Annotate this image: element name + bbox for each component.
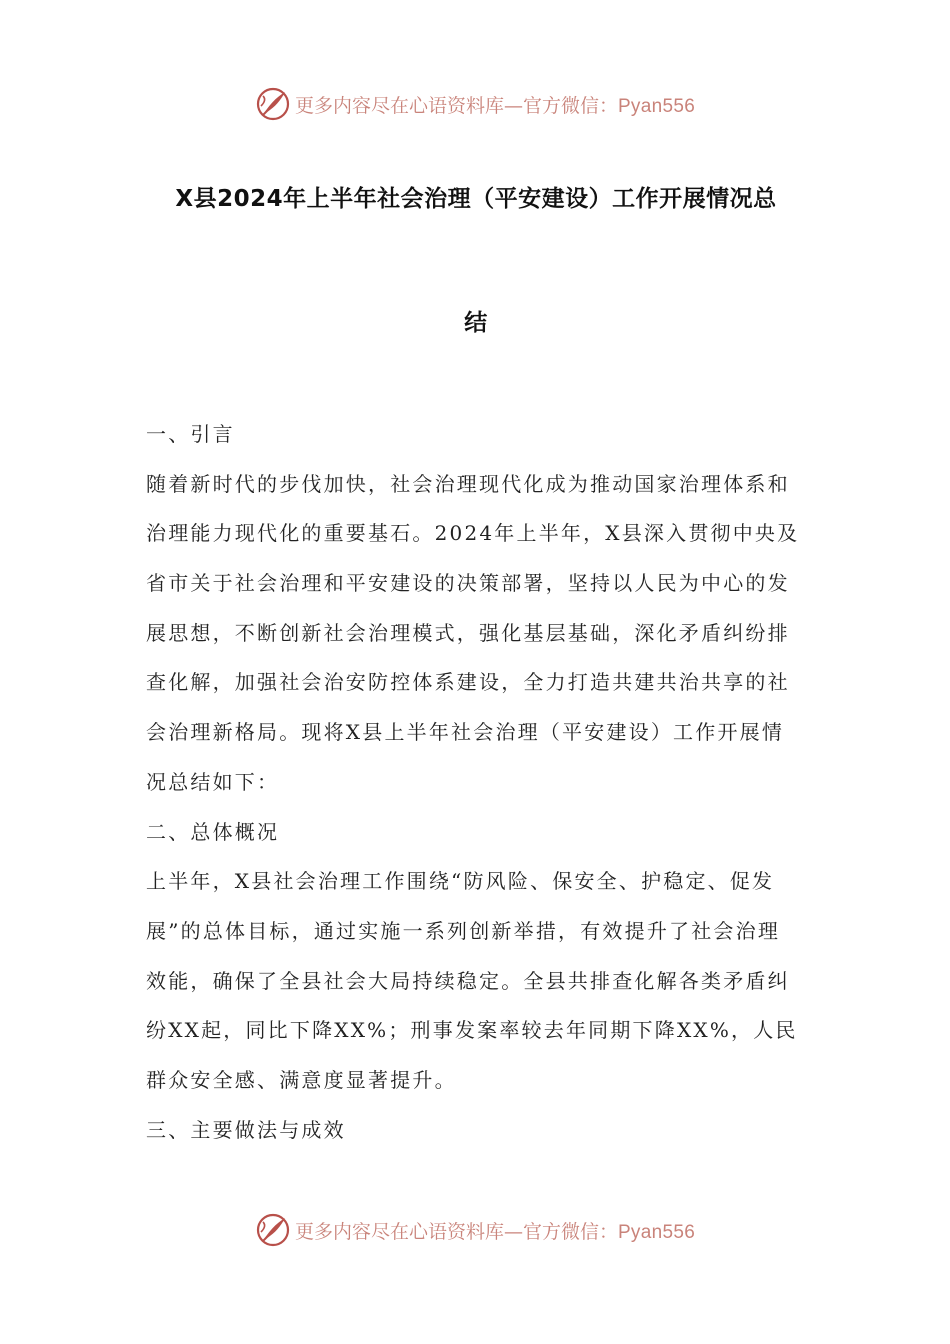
body-text-line: 展”的总体目标，通过实施一系列创新举措，有效提升了社会治理: [146, 918, 781, 943]
body-text-line: 随着新时代的步伐加快，社会治理现代化成为推动国家治理体系和: [146, 471, 790, 496]
body-text-line: 省市关于社会治理和平安建设的决策部署，坚持以人民为中心的发: [146, 571, 790, 596]
document-body: [146, 416, 806, 1161]
watermark-label: 更多内容尽在心语资料库—官方微信：: [294, 1220, 618, 1243]
watermark-label: 更多内容尽在心语资料库—官方微信：: [294, 94, 618, 117]
body-text-line: 会治理新格局。现将X县上半年社会治理（平安建设）工作开展情: [146, 720, 785, 745]
watermark-banner-bottom: [0, 1208, 950, 1252]
watermark-banner-top: [0, 82, 950, 126]
wechat-id: Pyan556: [617, 1221, 696, 1243]
section-heading-overview: 二、总体概况: [146, 819, 280, 844]
body-text-line: 效能，确保了全县社会大局持续稳定。全县共排查化解各类矛盾纠: [146, 968, 790, 993]
section-heading-measures: 三、主要做法与成效: [146, 1117, 346, 1142]
body-text-line: 况总结如下：: [146, 769, 280, 794]
body-text-line: 群众安全感、满意度显著提升。: [146, 1067, 457, 1092]
watermark-text: [295, 1217, 695, 1244]
watermark-text: [295, 91, 695, 118]
quill-logo-icon: [255, 1212, 291, 1248]
wechat-id: Pyan556: [617, 95, 696, 117]
section-heading-introduction: 一、引言: [146, 422, 235, 446]
document-title-line-1: X县2024年上半年社会治理（平安建设）工作开展情况总: [175, 186, 777, 212]
watermark-content: [255, 1212, 695, 1248]
body-text-line: 展思想，不断创新社会治理模式，强化基层基础，深化矛盾纠纷排: [146, 620, 790, 645]
body-text-line: 查化解，加强社会治安防控体系建设，全力打造共建共治共享的社: [146, 670, 790, 695]
body-text-line: 纷XX起，同比下降XX%；刑事发案率较去年同期下降XX%，人民: [146, 1018, 798, 1043]
watermark-content: [255, 86, 695, 122]
document-title-line-2: 结: [464, 310, 488, 336]
quill-logo-icon: [255, 86, 291, 122]
body-text-line: 上半年，X县社会治理工作围绕“防风险、保安全、护稳定、促发: [146, 869, 775, 894]
body-text-line: 治理能力现代化的重要基石。2024年上半年，X县深入贯彻中央及: [146, 521, 800, 546]
